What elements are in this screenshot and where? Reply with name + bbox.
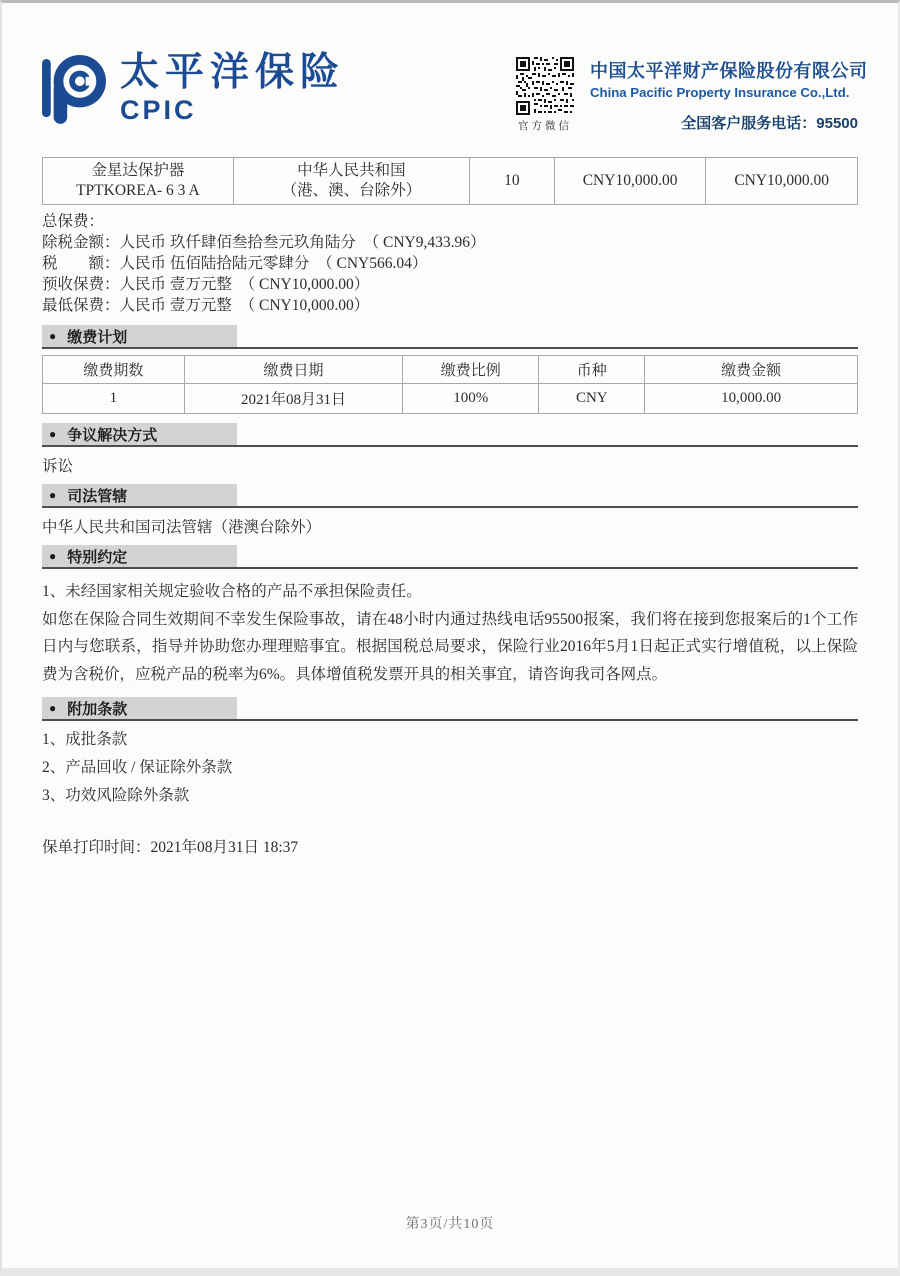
header-right <box>514 57 868 133</box>
dispute-content: 诉讼 <box>42 458 74 475</box>
brand-text <box>120 53 345 126</box>
jurisdiction-content: 中华人民共和国司法管辖（港澳台除外） <box>42 519 322 536</box>
premium-line-minimum: 最低保费：人民币 壹万元整 （ CNY10,000.00） <box>42 297 370 314</box>
bullet-icon: ● <box>49 488 57 502</box>
region-cell: 中华人民共和国 （港、澳、台除外） <box>233 158 469 205</box>
bullet-icon: ● <box>49 701 57 715</box>
section-head-payment-plan <box>42 325 858 349</box>
premium-title: 总保费： <box>42 213 105 230</box>
special-terms-item-1: 1、未经国家相关规定验收合格的产品不承担保险责任。 <box>42 583 422 600</box>
payment-plan-header-row: 缴费期数 缴费日期 缴费比例 币种 缴费金额 <box>43 356 858 384</box>
section-head-dispute <box>42 423 858 447</box>
section-title-additional-clauses: ● 附加条款 <box>42 697 237 719</box>
page-number-indicator: 第3页/共10页 <box>405 1217 495 1232</box>
list-item: 1、成批条款 <box>42 731 128 748</box>
policy-print-time: 保单打印时间：2021年08月31日 18:37 <box>42 839 299 856</box>
premium-line-prepaid: 预收保费：人民币 壹万元整 （ CNY10,000.00） <box>42 276 370 293</box>
service-hotline: 全国客户服务电话：95500 <box>681 115 858 132</box>
total-premium-cell: CNY10,000.00 <box>706 158 858 205</box>
section-title-payment-plan: ● 缴费计划 <box>42 325 237 347</box>
premium-line-extax: 除税金额：人民币 玖仟肆佰叁拾叁元玖角陆分 （ CNY9,433.96） <box>42 234 486 251</box>
bullet-icon: ● <box>49 427 57 441</box>
section-title-jurisdiction: ● 司法管辖 <box>42 484 237 506</box>
insured-product-table <box>42 157 858 205</box>
payment-plan-table <box>42 355 858 414</box>
brand-name-cn: 太平洋保险 <box>120 51 346 94</box>
section-head-special-terms <box>42 545 858 569</box>
special-terms-content <box>42 578 858 688</box>
wechat-qr-code-icon <box>516 57 574 115</box>
product-name-cell: 金星达保护器 TPTKOREA- 6 3 A <box>43 158 234 205</box>
company-info <box>590 57 868 133</box>
payment-plan-data-row: 1 2021年08月31日 100% CNY 10,000.00 <box>43 384 858 414</box>
section-title-special-terms: ● 特别约定 <box>42 545 237 567</box>
premium-line-tax: 税 额：人民币 伍佰陆拾陆元零肆分 （ CNY566.04） <box>42 255 428 272</box>
additional-clauses-list <box>42 730 858 805</box>
section-head-jurisdiction <box>42 484 858 508</box>
cpic-brand <box>42 53 345 126</box>
bullet-icon: ● <box>49 329 57 343</box>
list-item: 2、产品回收 / 保证除外条款 <box>42 759 233 776</box>
company-name-cn: 中国太平洋财产保险股份有限公司 <box>590 61 868 81</box>
wechat-qr-block <box>514 57 576 133</box>
section-head-additional-clauses <box>42 697 858 721</box>
section-title-dispute: ● 争议解决方式 <box>42 423 237 445</box>
quantity-cell: 10 <box>470 158 555 205</box>
list-item: 3、功效风险除外条款 <box>42 787 190 804</box>
qr-caption: 官方微信 <box>518 120 572 132</box>
premium-summary <box>42 212 858 316</box>
special-terms-paragraph: 如您在保险合同生效期间不幸发生保险事故，请在48小时内通过热线电话95500报案，我们将在接到您报案后的1个工作日内与您联系，指导并协助您办理理赔事宜。根据国税总局要求，保险行业2016年5月1日起正式实行增值税，以上保险费为含税价，应税产品的税率为6%。具体增值税发票开具的相关事宜，请咨询我司各网点。 <box>42 610 858 683</box>
cpic-logo-icon <box>42 53 106 125</box>
page-header <box>42 3 868 133</box>
company-name-en: China Pacific Property Insurance Co.,Ltd. <box>590 85 850 100</box>
table-row <box>43 158 858 205</box>
bullet-icon: ● <box>49 549 57 563</box>
premium-cell: CNY10,000.00 <box>554 158 706 205</box>
brand-name-en: CPIC <box>120 95 197 125</box>
